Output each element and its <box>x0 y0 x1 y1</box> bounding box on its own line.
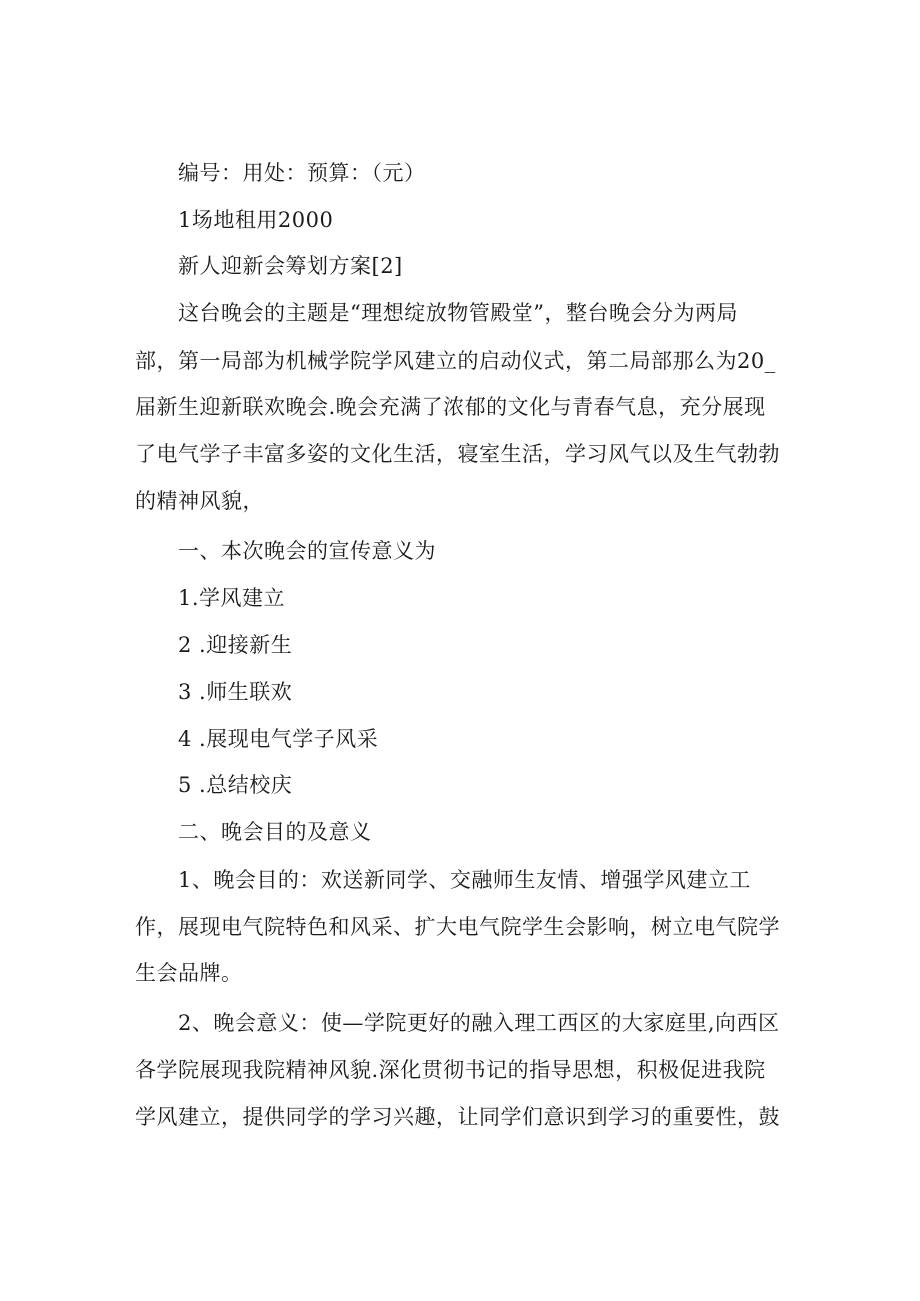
paragraph-line: 这台晚会的主题是“理想绽放物管殿堂”，整台晚会分为两局 <box>178 301 738 325</box>
list-item: 1.学风建立 <box>178 586 286 610</box>
paragraph-line: 生会品牌。 <box>135 961 243 985</box>
budget-item-line: 1场地租用2000 <box>178 208 334 232</box>
budget-header-line: 编号：用处：预算：（元） <box>178 161 426 185</box>
paragraph-line: 学风建立，提供同学的学习兴趣，让同学们意识到学习的重要性，鼓 <box>135 1105 780 1129</box>
list-item: 5 .总结校庆 <box>178 773 293 797</box>
document-title: 新人迎新会筹划方案[2] <box>178 254 403 278</box>
paragraph-line: 的精神风貌， <box>135 489 264 513</box>
paragraph-line: 2、晚会意义：使—学院更好的融入理工西区的大家庭里,向西区 <box>178 1011 780 1035</box>
paragraph-line: 各学院展现我院精神风貌.深化贯彻书记的指导思想，积极促进我院 <box>135 1058 766 1082</box>
section-heading: 一、本次晚会的宣传意义为 <box>178 539 436 563</box>
section-heading: 二、晚会目的及意义 <box>178 820 372 844</box>
paragraph-line: 1、晚会目的：欢送新同学、交融师生友情、增强学风建立工 <box>178 868 751 892</box>
paragraph-line: 了电气学子丰富多姿的文化生活，寝室生活，学习风气以及生气勃勃 <box>135 442 780 466</box>
paragraph-line: 届新生迎新联欢晚会.晚会充满了浓郁的文化与青春气息，充分展现 <box>135 395 766 419</box>
paragraph-line: 作，展现电气院特色和风采、扩大电气院学生会影响，树立电气院学 <box>135 915 780 939</box>
list-item: 2 .迎接新生 <box>178 633 293 657</box>
paragraph-line: 部，第一局部为机械学院学风建立的启动仪式，第二局部那么为20_ <box>135 349 776 373</box>
list-item: 3 .师生联欢 <box>178 680 293 704</box>
list-item: 4 .展现电气学子风采 <box>178 727 379 751</box>
